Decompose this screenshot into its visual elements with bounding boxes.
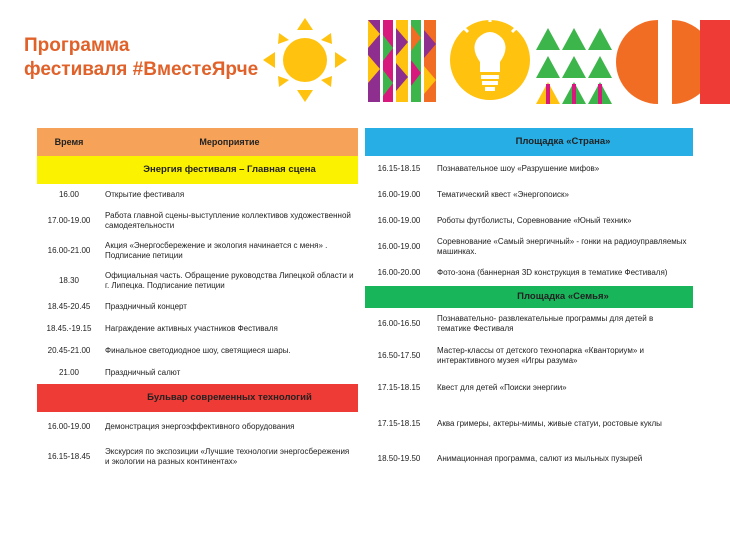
table-row: 17.15-18.15 Аква гримеры, актеры-мимы, живые статуи, ростовые куклы: [377, 419, 662, 428]
table-row: 16.15-18.15 Познавательное шоу «Разрушение мифов»: [377, 164, 600, 173]
table-row: 18.30 Официальная часть. Обращение руководства Липецкой области и г. Липецка. Подписание петиции: [58, 271, 354, 290]
section-country: [365, 128, 693, 156]
table-row: 16.15-18.45 Экскурсия по экспозиции «Лучшие технологии энергосбережения и экологии на разных континентах»: [47, 447, 350, 466]
table-row: 18.45-20.45 Праздничный концерт: [47, 302, 187, 311]
table-row: 18.45.-19.15 Награждение активных участников Фестиваля: [46, 324, 278, 333]
title-line-1: Программа: [24, 35, 130, 56]
table-row: 16.00-19.00 Демонстрация энергоэффективного оборудования: [47, 422, 295, 431]
section-title: Энергия фестиваля – Главная сцена: [101, 156, 358, 184]
table-header-row: [37, 128, 358, 156]
geometric-pattern: [368, 20, 436, 102]
orange-circles: [616, 20, 730, 104]
table-row: 21.00 Праздничный салют: [58, 368, 181, 377]
section-main-stage: [37, 156, 358, 184]
table-row: 17.00-19.00 Работа главной сцены-выступление коллективов художественной самодеятельности: [47, 211, 351, 230]
section-family: [365, 286, 693, 308]
title-line-2: фестиваля #ВместеЯрче: [24, 59, 259, 80]
table-row: 16.50-17.50 Мастер-классы от детского технопарка «Кванториум» и интерактивного музея «Игры разума»: [377, 346, 644, 365]
table-row: 16.00-19.00 Тематический квест «Энергопоиск»: [377, 190, 569, 199]
table-row: 18.50-19.50 Анимационная программа, салют из мыльных пузырей: [377, 454, 643, 463]
main-stage-schedule-table: [37, 128, 358, 472]
page-title: [24, 34, 258, 82]
section-title: Площадка «Страна»: [433, 128, 693, 156]
table-row: 20.45-21.00 Финальное светодиодное шоу, светящиеся шары.: [47, 346, 291, 355]
table-row: 16.00 Открытие фестиваля: [58, 190, 185, 199]
section-title: Бульвар современных технологий: [101, 384, 358, 412]
table-row: 16.00-19.00 Соревнование «Самый энергичный» - гонки на радиоуправляемых машинках.: [377, 237, 687, 256]
green-triangles: [536, 28, 612, 104]
header-event: Мероприятие: [199, 137, 260, 147]
header-time: Время: [54, 137, 84, 147]
table-row: 16.00-16.50 Познавательно- развлекательные программы для детей в тематике Фестиваля: [377, 314, 654, 333]
table-row: 17.15-18.15 Квест для детей «Поиски энергии»: [377, 383, 567, 392]
section-tech-boulevard: [37, 384, 358, 412]
sun-icon: [263, 18, 347, 102]
lightbulb-icon: [450, 12, 530, 100]
section-title: Площадка «Семья»: [433, 286, 693, 308]
table-row: 16.00-21.00 Акция «Энергосбережение и экология начинается с меня» . Подписание петиции: [47, 241, 328, 260]
venues-schedule-table: [365, 128, 693, 474]
table-row: 16.00-20.00 Фото-зона (баннерная 3D конструкция в тематике Фестиваля): [377, 268, 668, 277]
table-row: 16.00-19.00 Роботы футболисты, Соревнование «Юный техник»: [377, 216, 632, 225]
